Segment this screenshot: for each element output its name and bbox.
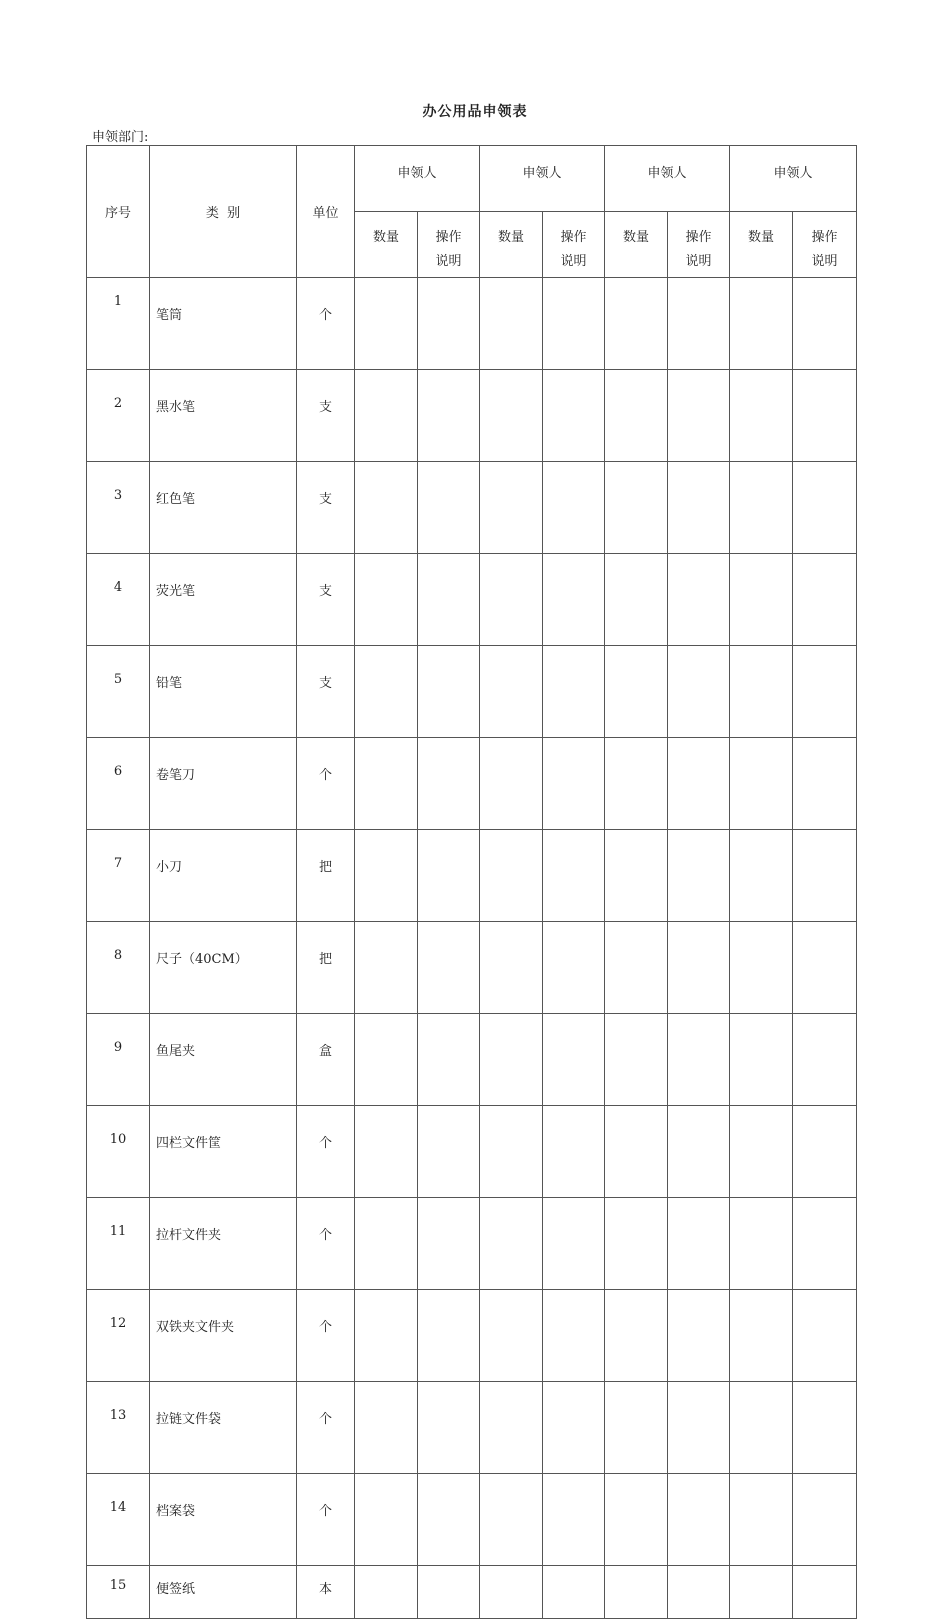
quantity-cell[interactable] [355,1382,418,1474]
item-name: 尺子（40CM） [150,922,297,1014]
operation-cell[interactable] [543,1014,605,1106]
item-name: 卷笔刀 [150,738,297,830]
item-unit: 支 [297,462,355,554]
quantity-cell[interactable] [355,1566,418,1619]
quantity-cell[interactable] [480,1382,543,1474]
item-unit: 个 [297,1474,355,1566]
item-unit: 支 [297,646,355,738]
quantity-cell[interactable] [605,830,668,922]
quantity-cell[interactable] [480,278,543,370]
operation-cell[interactable] [543,1474,605,1566]
item-name: 拉杆文件夹 [150,1198,297,1290]
operation-cell[interactable] [668,646,730,738]
item-unit: 个 [297,738,355,830]
operation-cell[interactable] [418,646,480,738]
operation-cell[interactable] [543,554,605,646]
item-name: 四栏文件筐 [150,1106,297,1198]
operation-cell[interactable] [793,1382,857,1474]
requisition-table [86,145,857,1619]
quantity-cell[interactable] [355,1014,418,1106]
header-quantity-label: 数量 [498,230,525,245]
quantity-cell[interactable] [480,1474,543,1566]
operation-cell[interactable] [793,646,857,738]
header-applicant-2: 申领人 [480,146,605,212]
table-row [87,1198,857,1290]
table-row [87,1382,857,1474]
operation-cell[interactable] [418,1474,480,1566]
quantity-cell[interactable] [730,1198,793,1290]
operation-cell[interactable] [668,1014,730,1106]
table-row [87,370,857,462]
item-unit: 把 [297,922,355,1014]
quantity-cell[interactable] [605,278,668,370]
header-quantity [730,212,793,278]
operation-cell[interactable] [418,1106,480,1198]
operation-cell[interactable] [543,1106,605,1198]
row-number: 14 [87,1474,150,1566]
operation-cell[interactable] [793,830,857,922]
operation-cell[interactable] [418,922,480,1014]
quantity-cell[interactable] [605,646,668,738]
header-category: 类 别 [150,146,297,278]
item-unit: 本 [297,1566,355,1619]
operation-cell[interactable] [543,646,605,738]
quantity-cell[interactable] [605,1198,668,1290]
operation-cell[interactable] [793,1474,857,1566]
header-operation-line1: 操作 [435,230,462,245]
quantity-cell[interactable] [730,370,793,462]
operation-cell[interactable] [418,554,480,646]
operation-cell[interactable] [793,1014,857,1106]
operation-cell[interactable] [418,738,480,830]
quantity-cell[interactable] [480,1566,543,1619]
item-unit: 盒 [297,1014,355,1106]
quantity-cell[interactable] [355,370,418,462]
operation-cell[interactable] [543,922,605,1014]
item-name: 便签纸 [150,1566,297,1619]
operation-cell[interactable] [793,1198,857,1290]
quantity-cell[interactable] [730,738,793,830]
header-applicant-3: 申领人 [605,146,730,212]
operation-cell[interactable] [793,370,857,462]
item-unit: 个 [297,1382,355,1474]
operation-cell[interactable] [668,1290,730,1382]
operation-cell[interactable] [543,738,605,830]
quantity-cell[interactable] [730,462,793,554]
quantity-cell[interactable] [480,1014,543,1106]
operation-cell[interactable] [543,370,605,462]
quantity-cell[interactable] [605,1474,668,1566]
row-number: 9 [87,1014,150,1106]
quantity-cell[interactable] [730,646,793,738]
quantity-cell[interactable] [605,1290,668,1382]
header-quantity-label: 数量 [623,230,650,245]
quantity-cell[interactable] [355,738,418,830]
operation-cell[interactable] [668,1382,730,1474]
quantity-cell[interactable] [480,1106,543,1198]
header-operation-line2: 说明 [435,254,462,269]
item-name: 黑水笔 [150,370,297,462]
quantity-cell[interactable] [355,554,418,646]
item-unit: 个 [297,278,355,370]
quantity-cell[interactable] [605,738,668,830]
row-number: 4 [87,554,150,646]
header-operation-line1: 操作 [560,230,587,245]
table-row [87,646,857,738]
row-number: 5 [87,646,150,738]
row-number: 1 [87,278,150,370]
header-operation-line2: 说明 [560,254,587,269]
quantity-cell[interactable] [605,462,668,554]
item-name: 档案袋 [150,1474,297,1566]
operation-cell[interactable] [668,922,730,1014]
quantity-cell[interactable] [730,922,793,1014]
table-row [87,1106,857,1198]
table-body [87,278,857,1619]
operation-cell[interactable] [543,1198,605,1290]
header-row-applicants [87,146,857,212]
operation-cell[interactable] [418,462,480,554]
row-number: 11 [87,1198,150,1290]
quantity-cell[interactable] [355,1106,418,1198]
item-name: 荧光笔 [150,554,297,646]
row-number: 12 [87,1290,150,1382]
table-row [87,1474,857,1566]
quantity-cell[interactable] [480,646,543,738]
department-label: 申领部门: [92,130,149,145]
quantity-cell[interactable] [730,1106,793,1198]
header-quantity [355,212,418,278]
quantity-cell[interactable] [480,830,543,922]
quantity-cell[interactable] [480,1290,543,1382]
header-unit: 单位 [297,146,355,278]
item-name: 红色笔 [150,462,297,554]
document-title: 办公用品申领表 [422,104,528,120]
operation-cell[interactable] [793,1106,857,1198]
quantity-cell[interactable] [480,1198,543,1290]
header-applicant-4: 申领人 [730,146,857,212]
header-operation [418,212,480,278]
row-number: 7 [87,830,150,922]
item-unit: 个 [297,1290,355,1382]
item-unit: 个 [297,1106,355,1198]
operation-cell[interactable] [418,278,480,370]
quantity-cell[interactable] [605,1014,668,1106]
row-number: 2 [87,370,150,462]
operation-cell[interactable] [668,554,730,646]
quantity-cell[interactable] [730,1566,793,1619]
header-quantity-label: 数量 [372,230,399,245]
operation-cell[interactable] [793,278,857,370]
operation-cell[interactable] [543,462,605,554]
quantity-cell[interactable] [605,922,668,1014]
quantity-cell[interactable] [605,554,668,646]
item-unit: 个 [297,1198,355,1290]
table-row [87,1566,857,1619]
operation-cell[interactable] [668,1198,730,1290]
operation-cell[interactable] [793,462,857,554]
operation-cell[interactable] [543,1566,605,1619]
operation-cell[interactable] [543,830,605,922]
row-number: 15 [87,1566,150,1619]
operation-cell[interactable] [418,1290,480,1382]
operation-cell[interactable] [793,1290,857,1382]
quantity-cell[interactable] [355,278,418,370]
quantity-cell[interactable] [605,1106,668,1198]
operation-cell[interactable] [668,1106,730,1198]
item-name: 鱼尾夹 [150,1014,297,1106]
operation-cell[interactable] [668,1474,730,1566]
operation-cell[interactable] [418,1566,480,1619]
quantity-cell[interactable] [480,738,543,830]
header-operation [668,212,730,278]
quantity-cell[interactable] [730,830,793,922]
quantity-cell[interactable] [355,1474,418,1566]
item-name: 小刀 [150,830,297,922]
quantity-cell[interactable] [480,922,543,1014]
operation-cell[interactable] [668,830,730,922]
row-number: 13 [87,1382,150,1474]
header-quantity [605,212,668,278]
header-seq: 序号 [87,146,150,278]
table-row [87,554,857,646]
header-operation-line2: 说明 [685,254,712,269]
row-number: 8 [87,922,150,1014]
quantity-cell[interactable] [480,554,543,646]
header-quantity [480,212,543,278]
quantity-cell[interactable] [355,1198,418,1290]
header-operation-line1: 操作 [685,230,712,245]
quantity-cell[interactable] [605,1382,668,1474]
quantity-cell[interactable] [480,370,543,462]
item-unit: 支 [297,554,355,646]
header-operation [543,212,605,278]
header-applicant-1: 申领人 [355,146,480,212]
row-number: 3 [87,462,150,554]
quantity-cell[interactable] [730,1014,793,1106]
quantity-cell[interactable] [730,1382,793,1474]
operation-cell[interactable] [793,738,857,830]
operation-cell[interactable] [793,922,857,1014]
header-operation-line2: 说明 [811,254,838,269]
item-name: 铅笔 [150,646,297,738]
quantity-cell[interactable] [730,1290,793,1382]
quantity-cell[interactable] [730,554,793,646]
table-row [87,1290,857,1382]
operation-cell[interactable] [543,278,605,370]
table-row [87,922,857,1014]
operation-cell[interactable] [668,1566,730,1619]
header-operation [793,212,857,278]
header-quantity-label: 数量 [748,230,775,245]
item-name: 拉链文件袋 [150,1382,297,1474]
table-row [87,278,857,370]
table-row [87,1014,857,1106]
item-unit: 支 [297,370,355,462]
quantity-cell[interactable] [355,922,418,1014]
table-row [87,738,857,830]
row-number: 10 [87,1106,150,1198]
item-unit: 把 [297,830,355,922]
quantity-cell[interactable] [355,462,418,554]
operation-cell[interactable] [418,370,480,462]
operation-cell[interactable] [418,830,480,922]
operation-cell[interactable] [668,278,730,370]
operation-cell[interactable] [668,370,730,462]
quantity-cell[interactable] [605,370,668,462]
operation-cell[interactable] [418,1382,480,1474]
operation-cell[interactable] [418,1198,480,1290]
quantity-cell[interactable] [730,278,793,370]
table-row [87,462,857,554]
operation-cell[interactable] [793,554,857,646]
operation-cell[interactable] [543,1290,605,1382]
item-name: 双铁夹文件夹 [150,1290,297,1382]
item-name: 笔筒 [150,278,297,370]
operation-cell[interactable] [543,1382,605,1474]
operation-cell[interactable] [668,462,730,554]
table-row [87,830,857,922]
quantity-cell[interactable] [355,646,418,738]
quantity-cell[interactable] [355,830,418,922]
quantity-cell[interactable] [730,1474,793,1566]
operation-cell[interactable] [793,1566,857,1619]
quantity-cell[interactable] [605,1566,668,1619]
operation-cell[interactable] [418,1014,480,1106]
operation-cell[interactable] [668,738,730,830]
quantity-cell[interactable] [480,462,543,554]
header-operation-line1: 操作 [811,230,838,245]
row-number: 6 [87,738,150,830]
quantity-cell[interactable] [355,1290,418,1382]
